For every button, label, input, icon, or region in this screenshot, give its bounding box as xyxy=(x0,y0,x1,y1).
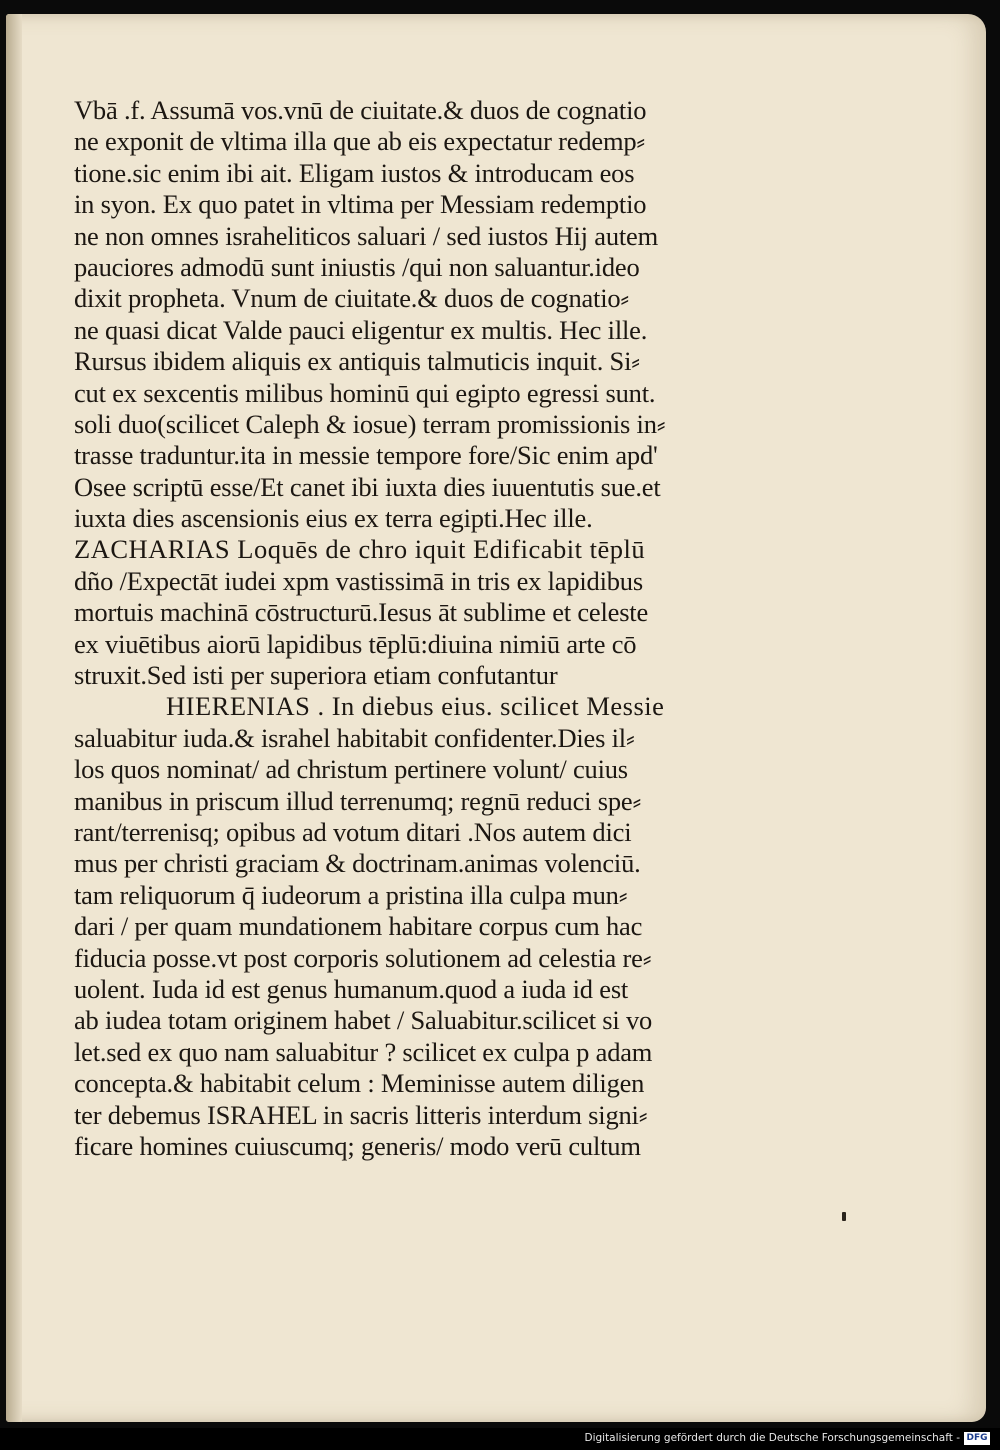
section-heading-hierenias: HIERENIAS . In diebus eius. scilicet Messie xyxy=(166,691,665,722)
text-line: dixit propheta. Vnum de ciuitate.& duos de cognatio⸗ xyxy=(74,283,630,314)
text-line: tione.sic enim ibi ait. Eligam iustos & introducam eos xyxy=(74,157,635,188)
text-line: uolent. Iuda id est genus humanum.quod a iuda id est xyxy=(74,973,629,1004)
text-line: dño /Expectāt iudei xpm vastissimā in tris ex lapidibus xyxy=(74,565,643,596)
text-line: mortuis machinā cōstructurū.Iesus āt sublime et celeste xyxy=(74,597,649,628)
text-line: mus per christi graciam & doctrinam.animas volenciū. xyxy=(74,848,641,879)
text-line: in syon. Ex quo patet in vltima per Messiam redemptio xyxy=(74,189,647,220)
text-line: Osee scriptū esse/Et canet ibi iuxta dies iuuentutis sue.et xyxy=(74,471,661,502)
text-line: rant/terrenisq; opibus ad votum ditari .Nos autem dici xyxy=(74,816,632,847)
text-line: ficare homines cuiuscumq; generis/ modo verū cultum xyxy=(74,1130,641,1161)
text-line: pauciores admodū sunt iniustis /qui non saluantur.ideo xyxy=(74,251,640,282)
text-line: ab iudea totam originem habet / Saluabitur.scilicet si vo xyxy=(74,1005,653,1036)
text-line: ex viuētibus aiorū lapidibus tēplū:diuina nimiū arte cō xyxy=(74,628,637,659)
text-line: let.sed ex quo nam saluabitur ? scilicet ex culpa p adam xyxy=(74,1036,653,1067)
ink-mark xyxy=(842,1212,846,1221)
text-line: manibus in priscum illud terrenumq; regnū reduci spe⸗ xyxy=(74,785,642,816)
text-line: tam reliquorum q̄ iudeorum a pristina illa culpa mun⸗ xyxy=(74,879,628,910)
text-line: fiducia posse.vt post corporis solutionem ad celestia re⸗ xyxy=(74,942,652,973)
text-line: ne quasi dicat Valde pauci eligentur ex multis. Hec ille. xyxy=(74,314,648,345)
text-line: iuxta dies ascensionis eius ex terra egipti.Hec ille. xyxy=(74,503,593,534)
text-line: concepta.& habitabit celum : Meminisse autem diligen xyxy=(74,1068,645,1099)
footer-bar xyxy=(0,1428,1000,1450)
text-line: dari / per quam mundationem habitare corpus cum hac xyxy=(74,911,643,942)
page-spine xyxy=(6,14,22,1422)
text-line: soli duo(scilicet Caleph & iosue) terram promissionis in⸗ xyxy=(74,408,666,439)
text-line: ter debemus ISRAHEL in sacris litteris interdum signi⸗ xyxy=(74,1099,648,1130)
text-line: struxit.Sed isti per superiora etiam confutantur xyxy=(74,660,558,691)
text-line: saluabitur iuda.& israhel habitabit confidenter.Dies il⸗ xyxy=(74,722,635,753)
text-line: Rursus ibidem aliquis ex antiquis talmuticis inquit. Si⸗ xyxy=(74,346,640,377)
section-heading-zacharias: ZACHARIAS Loquēs de chro iquit Edificabit tēplū xyxy=(74,534,646,565)
text-line: cut ex sexcentis milibus hominū qui egipto egressi sunt. xyxy=(74,377,656,408)
text-line: ne non omnes israheliticos saluari / sed iustos Hij autem xyxy=(74,220,659,251)
funding-credit: Digitalisierung gefördert durch die Deutsche Forschungsgemeinschaft - xyxy=(584,1432,960,1444)
text-line: Vbā .f. Assumā vos.vnū de ciuitate.& duos de cognatio xyxy=(74,95,647,125)
text-line: los quos nominat/ ad christum pertinere volunt/ cuius xyxy=(74,754,628,785)
latin-text-block xyxy=(74,95,764,1162)
text-line: ne exponit de vltima illa que ab eis expectatur redemp⸗ xyxy=(74,126,646,157)
text-line: trasse traduntur.ita in messie tempore fore/Sic enim apd' xyxy=(74,440,658,471)
dfg-logo-icon: DFG xyxy=(964,1432,990,1445)
